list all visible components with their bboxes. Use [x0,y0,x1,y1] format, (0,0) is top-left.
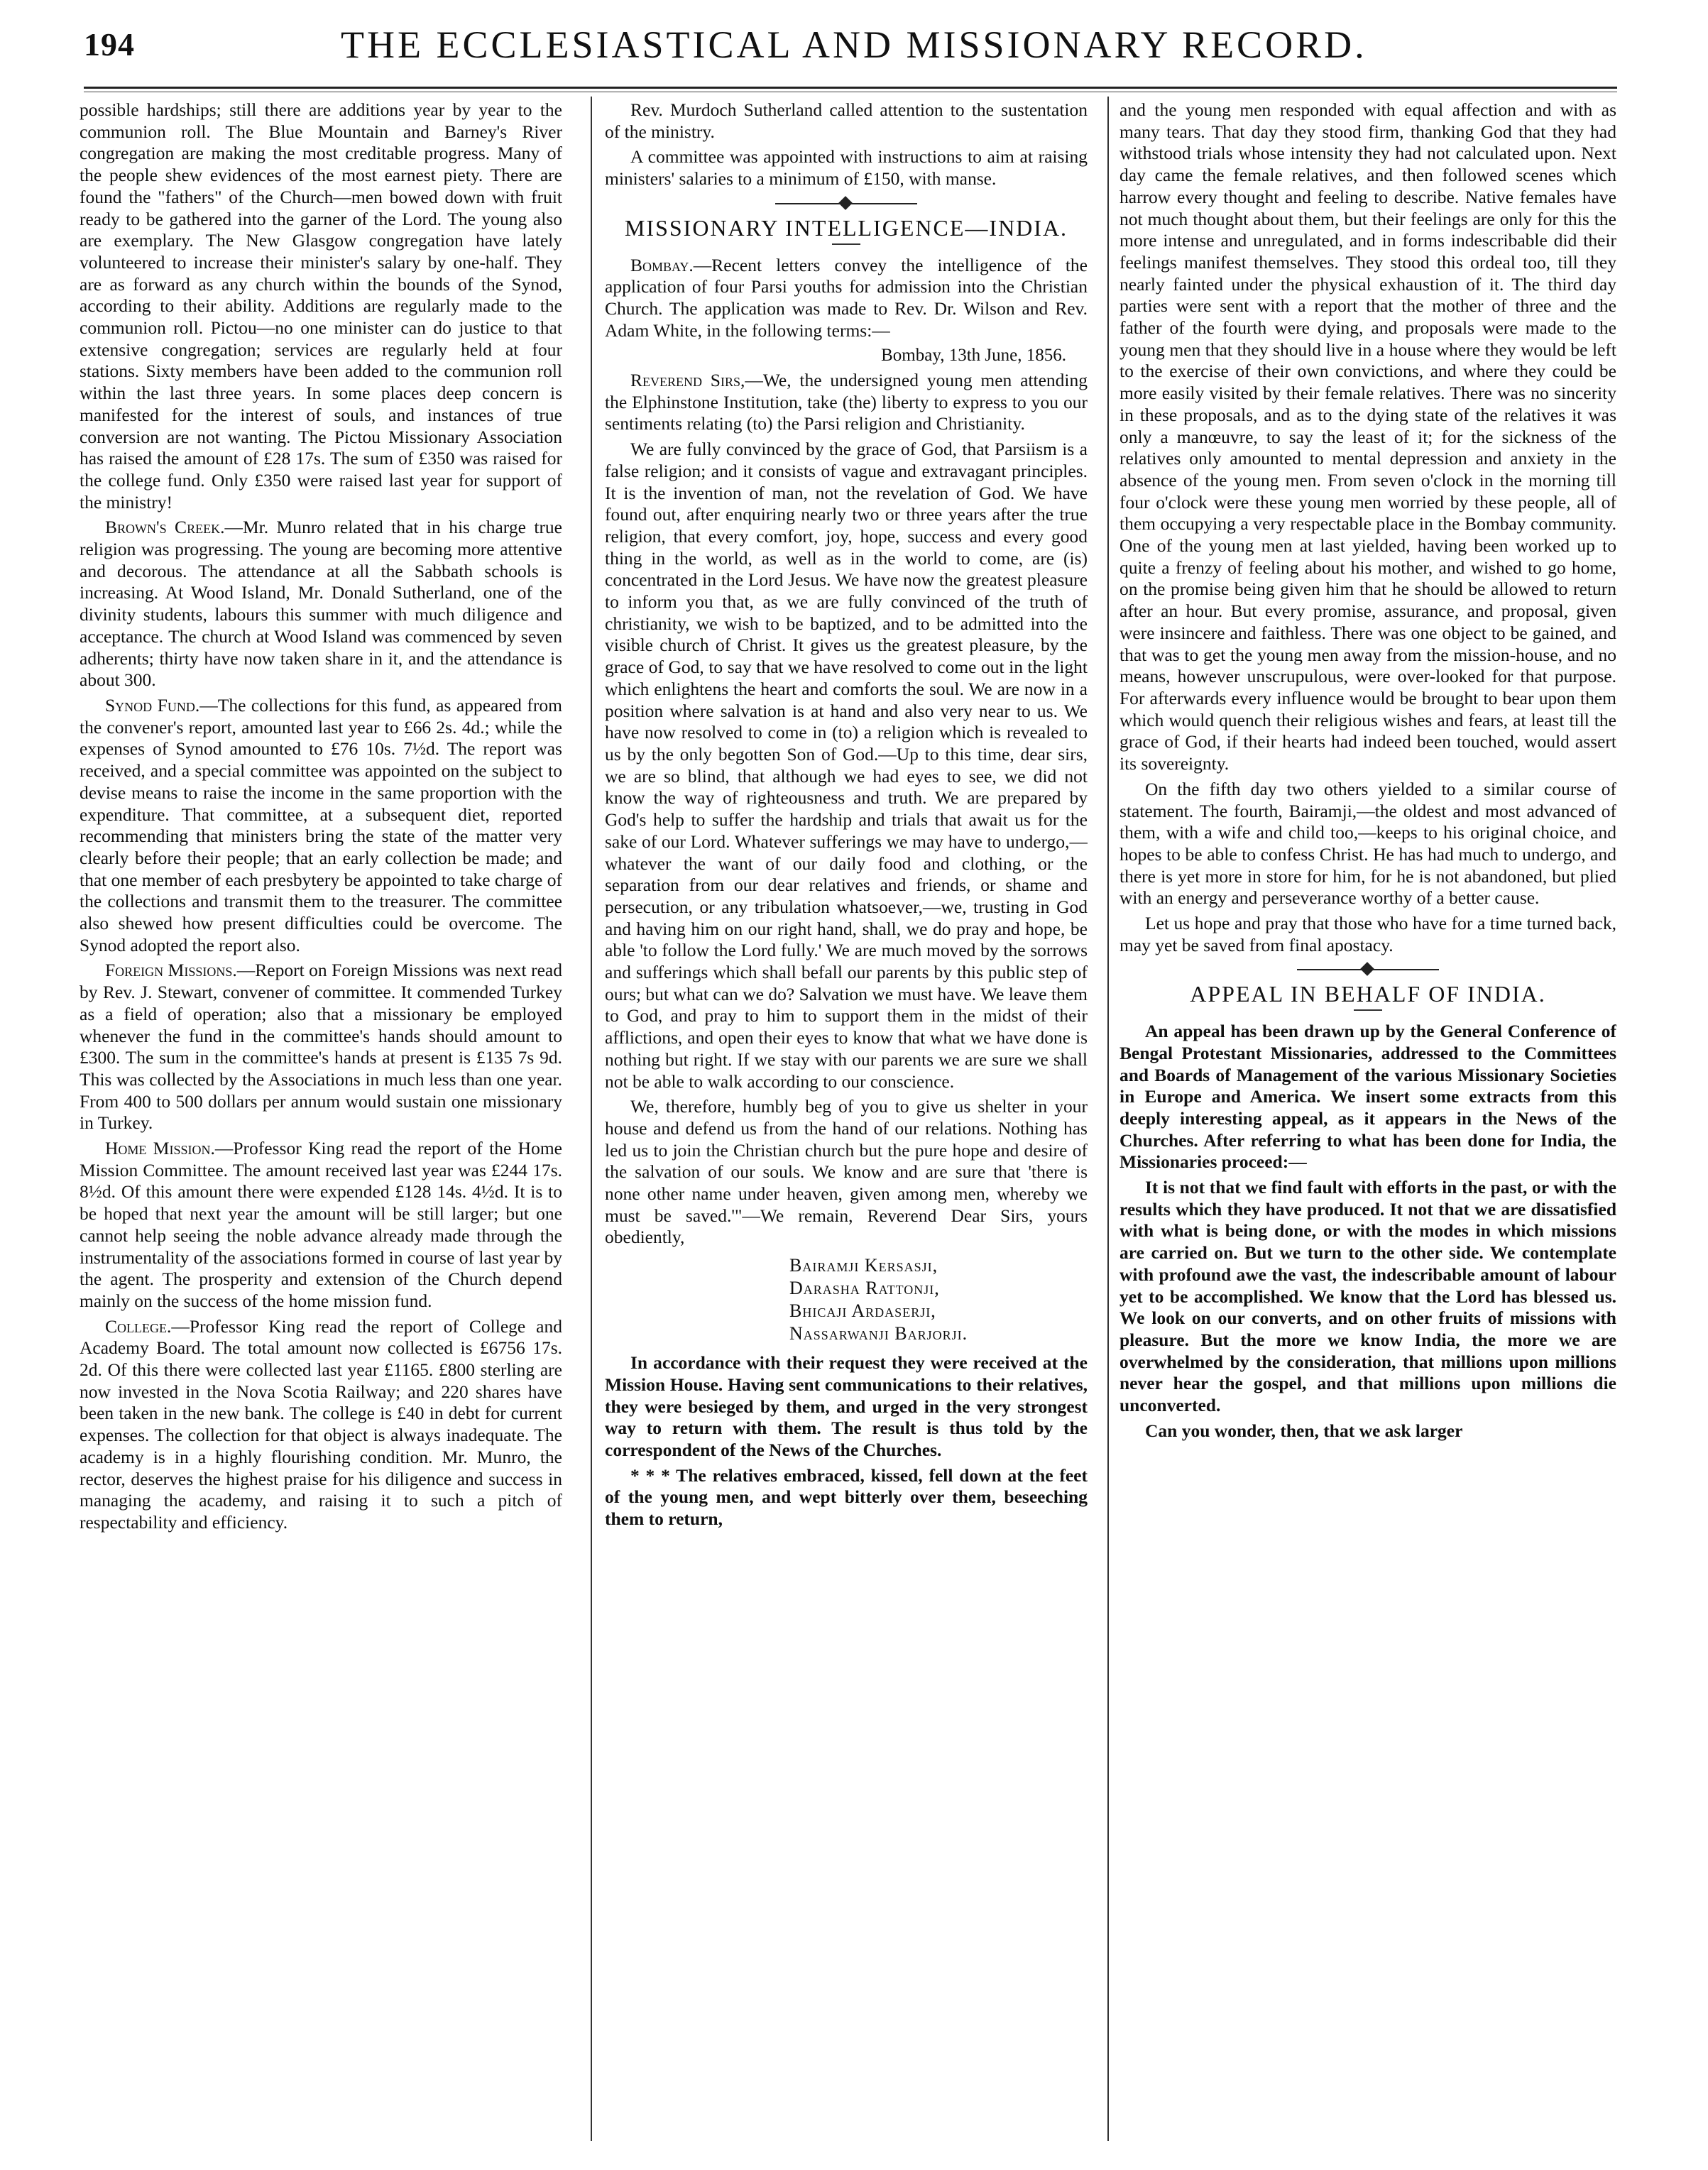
signature: Bairamji Kersasji, [789,1255,938,1276]
section-title: MISSIONARY INTELLIGENCE—INDIA. [624,214,1068,241]
paragraph-text: —Professor King read the report of College and Academy Board. The total amount now collected is £6756 17s. 2d. Of this there were collected last year £1165. £800 sterling are now invested in the Nova Scotia Railway; and 220 shares have been taken in the new bank. The college is £40 in debt for current expenses. The collection for that object is always inadequate. The academy is in a highly flourishing condition. Mr. Munro, the rector, deserves the highest praise for his diligence and success in managing the academy, and raising it to such a pitch of respectability and efficiency. [80,1315,562,1533]
letter-salutation: Reverend Sirs, [630,370,745,391]
run-in-heading: Home Mission. [105,1138,215,1159]
paragraph: An appeal has been drawn up by the General Conference of Bengal Protestant Missionaries, addressed to the Committees and Boards of Management of the various Missionary Societies in Europe and America. We insert some extracts from this deeply interesting appeal, as it appears in the News of the Churches. After referring to what has been done for India, the Missionaries proceed:— [1119,1021,1616,1173]
paragraph [80,1316,562,1534]
paragraph [80,960,562,1134]
paragraph-text: —We, the undersigned young men attending the Elphinstone Institution, take (the) liberty to express to you our sentiments relating (to) the Parsi religion and Christianity. [605,370,1088,434]
page-number: 194 [84,26,135,62]
paragraph: and the young men responded with equal affection and with as many tears. That day they stood firm, thanking God that they had withstood trials whose intensity they had not calculated upon. Next day came the female relatives, and then followed scenes which harrow every thought and feeling to describe. Native females have not much thought about them, but their feelings are only for this the more intense and unregulated, and in forms indescribable did their feelings manifest themselves. They stood this ordeal too, till they nearly fainted under the physical exhaustion of it. The third day parties were sent with a report that the mother of three and the father of the fourth were dying, and proposals were made to the young men that they should live in a house where they would be left to the exercise of their own convictions, and where they could be more easily visited by their female relatives. There was no sincerity in these proposals, and as to the dying state of the relatives it was only a manœuvre, to say the least of it; for the sickness of the relatives only amounted to mental depression and anxiety in the absence of the young men. From seven o'clock in the morning till four o'clock were these young men worried by these people, all of them occupying a very respectable place in the Bombay community. One of the young men at last yielded, having been worked up to quite a frenzy of feeling about his mother, and wished to go home, on the promise being given him that he should be allowed to return after an hour. But every promise, assurance, and proposal, given were insincere and faithless. There was one object to be gained, and that was to get the young men away from the mission-house, and no means, however unscrupulous, were over-looked for that purpose. For afterwards every influence would be brought to bear upon them which would quench their religious wishes and fears, at least till the grace of God, if their hearts had indeed been touched, would assert its sovereignty. [1119,99,1616,774]
column-divider [591,97,592,2141]
signature: Darasha Rattonji, [789,1278,940,1299]
signature: Bhicaji Ardaserji, [789,1300,936,1322]
signature: Nassarwanji Barjorji. [789,1323,968,1344]
paragraph: A committee was appointed with instructions to aim at raising ministers' salaries to a minimum of £150, with manse. [605,146,1088,190]
paragraph: Can you wonder, then, that we ask larger [1145,1420,1463,1441]
paragraph-text: —Professor King read the report of the Home Mission Committee. The amount received last year was £244 17s. 8½d. Of this amount there were expended £128 14s. 4½d. It is to be hoped that next year the amount will be still larger; but one cannot help seeing the noble advance already made through the instrumentality of the associations formed in course of last year by the agent. The prosperity and extension of the Church depend mainly on the success of the home mission fund. [80,1138,562,1311]
column-3 [1119,99,1616,2137]
run-in-heading: College. [105,1315,172,1337]
paragraph: We, therefore, humbly beg of you to give us shelter in your house and defend us from the hand of our relations. Nothing has led us to join the Christian church but the pure hope and desire of the salvation of our souls. We know and are sure that 'there is none other name under heaven, given among men, whereby we must be saved.'"—We remain, Reverend Dear Sirs, yours obediently, [605,1096,1088,1248]
signature-block [789,1254,1088,1345]
letter-dateline: Bombay, 13th June, 1856. [881,346,1066,366]
paragraph: In accordance with their request they were received at the Mission House. Having sent communications to their relatives, they were besieged by them, and urged in the very strongest way to return with them. The result is thus told by the correspondent of the News of the Churches. [605,1352,1088,1460]
paragraph [80,517,562,691]
paragraph [605,370,1088,435]
paragraph [605,255,1088,342]
paragraph: On the fifth day two others yielded to a similar course of statement. The fourth, Bairamji,—the oldest and most advanced of them, with a wife and child too,—keeps to his original choice, and hopes to be able to confess Christ. He has had much to undergo, and there is yet more in store for him, for he is not abandoned, but plied with an energy and perseverance worthy of a better cause. [1119,778,1616,909]
paragraph: It is not that we find fault with efforts in the past, or with the results which they have produced. It not that we are dissatisfied with what is being done, or with the modes in which missions are carried on. But we turn to the other side. We contemplate with profound awe the vast, the indescribable amount of labour yet to be accomplished. We know that the Lord has blessed us. We look on our converts, and on other fruits of missions with pleasure. But the more we know India, the more we are overwhelmed by the consideration, that millions upon millions never hear the gospel, and that millions upon millions die unconverted. [1119,1177,1616,1416]
title-rule [1354,1009,1382,1011]
section-title: APPEAL IN BEHALF OF INDIA. [1190,981,1546,1007]
paragraph: Let us hope and pray that those who have for a time turned back, may yet be saved from final apostacy. [1119,913,1616,955]
header-rule [84,87,1617,92]
run-in-heading: Brown's Creek. [105,517,225,538]
paragraph-text: —The collections for this fund, as appeared from the convener's report, amounted last year to £66 2s. 4d.; while the expenses of Synod amounted to £76 10s. 7½d. The report was received, and a special committee was appointed on the subject to devise means to raise the income in the same proportion with the expenditure. That committee, at a subsequent diet, reported recommending that ministers bring the state of the matter very clearly before their people; that an early collection be made; and that one member of each presbytery be appointed to take charge of the collections and transmit them to the treasurer. The committee also shewed how present difficulties could be overcome. The Synod adopted the report also. [80,694,562,955]
section-ornament [775,203,917,204]
section-ornament [1297,969,1439,970]
column-2 [605,99,1088,2137]
paragraph-text: —Mr. Munro related that in his charge true religion was progressing. The young are becoming more attentive and decorous. The attendance at all the Sabbath schools is increasing. At Wood Island, Mr. Donald Sutherland, one of the divinity students, labours this summer with much diligence and acceptance. The church at Wood Island was commenced by seven adherents; thirty have now taken share in it, and the attendance is about 300. [80,517,562,691]
run-in-heading: Bombay. [630,254,694,275]
run-in-heading: Synod Fund. [105,694,200,716]
paragraph-text: —Report on Foreign Missions was next read by Rev. J. Stewart, convener of committee. It commended Turkey as a field of operation; also that a missionary be employed whenever the fund in the committee's hands should amount to £300. The sum in the committee's hands at present is £135 7s 9d. This was collected by the Associations in much less than one year. From 400 to 500 dollars per annum would sustain one missionary in Turkey. [80,960,562,1134]
paragraph [80,1138,562,1313]
paragraph: * * * The relatives embraced, kissed, fell down at the feet of the young men, and wept bitterly over them, beseeching them to return, [605,1464,1088,1530]
column-divider [1107,97,1109,2141]
paragraph [80,695,562,956]
paragraph: Rev. Murdoch Sutherland called attention to the sustentation of the ministry. [605,99,1088,142]
title-rule [832,243,860,245]
run-in-heading: Foreign Missions. [105,960,237,981]
paragraph: We are fully convinced by the grace of God, that Parsiism is a false religion; and it consists of vague and extravagant principles. It is the invention of man, not the revelation of God. We have found out, after enquiring nearly two or three years after the true religion, that every comfort, joy, hope, success and every good thing in the world, as well as in the world to come, are (is) concentrated in the Lord Jesus. We have now the greatest pleasure to inform you that, as we are fully convinced of the truth of christianity, we wish to be baptized, and to be admitted into the visible church of Christ. It gives us the greatest pleasure, by the grace of God, to say that we have resolved to come out in the light which enlightens the heart and comforts the soul. We are now in a position where salvation is at hand and also very near to us. We have now resolved to come in (to) a religion which is revealed to us by the only begotten Son of God.—Up to this time, dear sirs, we are so blind, that although we had eyes to see, we did not know the way of righteousness and truth. We are prepared by God's help to suffer the hardship and trials that await us for the sake of our Lord. Whatever sufferings we may have to undergo,—whatever the want of our daily food and clothing, or the separation from our dear relatives and friends, or shame and persecution, or any tribulation whatsoever,—we, trusting in God and having him on our right hand, shall, we do pray and hope, be able 'to follow the Lord fully.' We are much moved by the sorrows and sufferings which shall befall our parents by this public step of ours; but what can we do? Salvation we must have. We leave them to God, and pray to him to support them in the midst of their afflictions, and open their eyes to know that what we have done is nothing but right. If we stay with our parents we are sure we shall not be able to walk according to our conscience. [605,439,1088,1092]
paragraph-text: —Recent letters convey the intelligence of the application of four Parsi youths for admission into the Christian Church. The application was made to Rev. Dr. Wilson and Rev. Adam White, in the following terms:— [605,254,1088,341]
paragraph: possible hardships; still there are additions year by year to the communion roll. The Blue Mountain and Barney's River congregation are making the most creditable progress. Many of the people shew evidences of the most earnest piety. There are found the "fathers" of the Church—men bowed down with fruit ready to be gathered into the garner of the Lord. The young also are exemplary. The New Glasgow congregation have lately volunteered to increase their minister's salary by one-half. They are as forward as any church within the bounds of the Synod, according to their ability. Additions are regularly made to the communion roll. Pictou—no one minister can do justice to that extensive congregation; services are regularly held at four stations. Sixty members have been added to the communion roll within the last three years. In some places deep concern is manifested for the interest of souls, and instances of true conversion are not wanting. The Pictou Missionary Association has raised the amount of £28 17s. The sum of £350 was raised for the college fund. Only £350 were raised last year for support of the ministry! [80,99,562,513]
running-head: THE ECCLESIASTICAL AND MISSIONARY RECORD. [341,23,1367,66]
column-1 [80,99,562,2137]
